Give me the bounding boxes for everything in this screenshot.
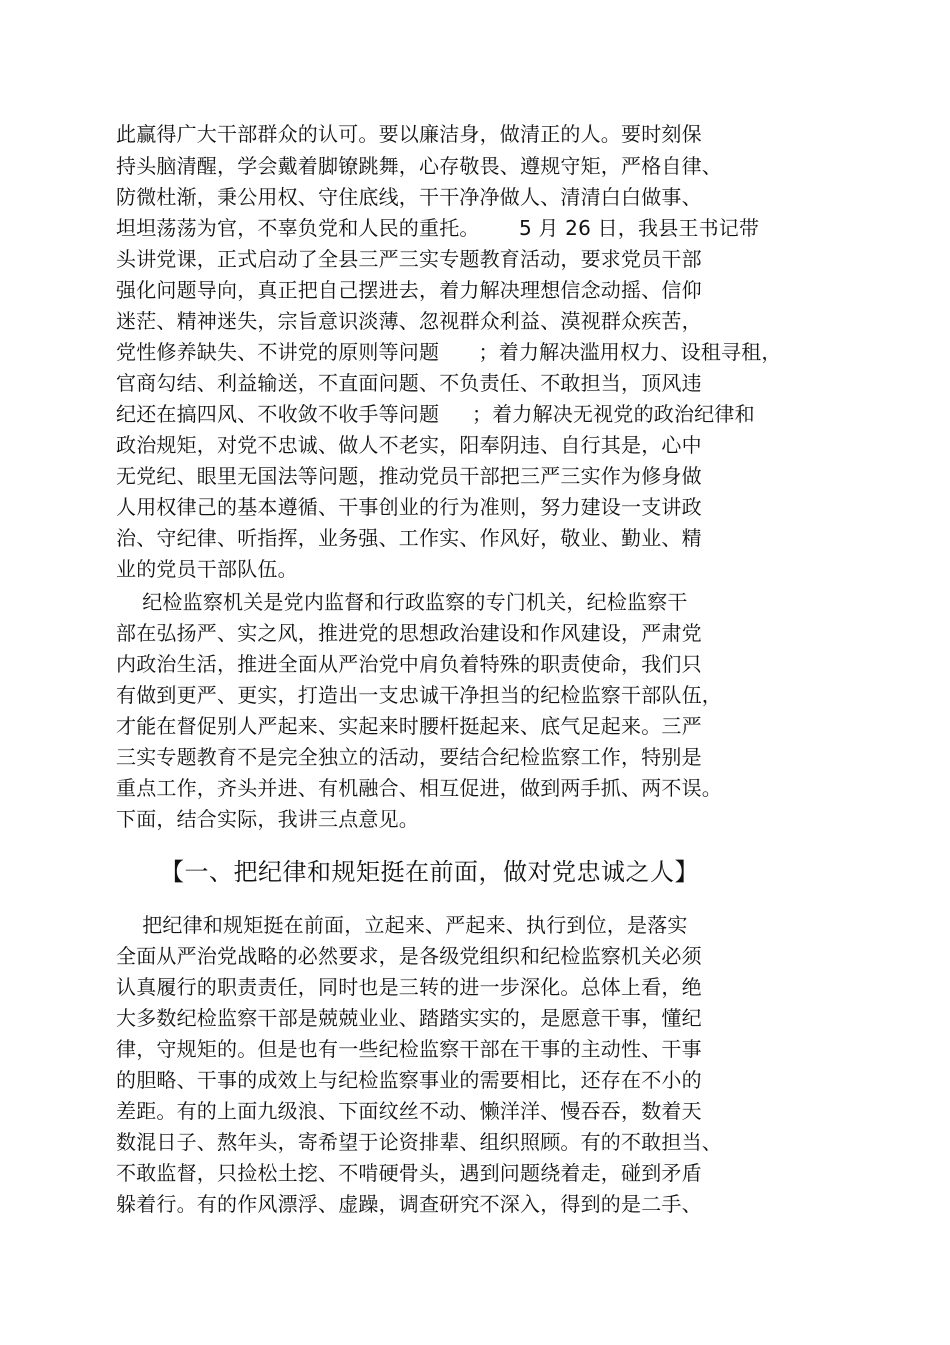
- text-line: 无党纪、眼里无国法等问题，推动党员干部把三严三实作为修身做: [116, 464, 702, 488]
- text-line: 部在弘扬严、实之风，推进党的思想政治建设和作风建设，严肃党: [116, 621, 702, 645]
- text-line: 业的党员干部队伍。: [116, 557, 298, 581]
- text-line: 治、守纪律、听指挥，业务强、工作实、作风好，敬业、勤业、精: [116, 526, 702, 550]
- text-line: 头讲党课，正式启动了全县三严三实专题教育活动，要求党员干部: [116, 247, 702, 271]
- text-line: 重点工作，齐头并进、有机融合、相互促进，做到两手抓、两不误。: [116, 776, 722, 800]
- text-line: 迷茫、精神迷失，宗旨意识淡薄、忽视群众利益、漠视群众疾苦，: [116, 309, 702, 333]
- text-line: 把纪律和规矩挺在前面，立起来、严起来、执行到位，是落实: [116, 913, 688, 937]
- section-heading: 【一、把纪律和规矩挺在前面，做对党忠诚之人】: [160, 858, 699, 886]
- text-line: 此赢得广大干部群众的认可。要以廉洁身，做清正的人。要时刻保: [116, 122, 702, 146]
- text-line: 大多数纪检监察干部是兢兢业业、踏踏实实的，是愿意干事，懂纪: [116, 1006, 702, 1030]
- text-line: 官商勾结、利益输送，不直面问题、不负责任、不敢担当，顶风违: [116, 371, 702, 395]
- text-line: 政治规矩，对党不忠诚、做人不老实，阳奉阴违、自行其是，心中: [116, 433, 702, 457]
- text-line: 的胆略、干事的成效上与纪检监察事业的需要相比，还存在不小的: [116, 1068, 702, 1092]
- text-line: 党性修养缺失、不讲党的原则等问题 ；着力解决滥用权力、设租寻租，: [116, 340, 782, 364]
- text-line: 差距。有的上面九级浪、下面纹丝不动、懒洋洋、慢吞吞，数着天: [116, 1099, 702, 1123]
- text-line: 下面，结合实际，我讲三点意见。: [116, 807, 419, 831]
- text-line: 持头脑清醒，学会戴着脚镣跳舞，心存敬畏、遵规守矩，严格自律、: [116, 154, 722, 178]
- text-line: 坦坦荡荡为官，不辜负党和人民的重托。 5 月 26 日，我县王书记带: [116, 216, 760, 240]
- text-line: 人用权律己的基本遵循、干事创业的行为准则，努力建设一支讲政: [116, 495, 702, 519]
- text-line: 才能在督促别人严起来、实起来时腰杆挺起来、底气足起来。三严: [116, 714, 702, 738]
- text-line: 认真履行的职责责任，同时也是三转的进一步深化。总体上看，绝: [116, 975, 702, 999]
- text-line: 躲着行。有的作风漂浮、虚躁，调查研究不深入，得到的是二手、: [116, 1192, 702, 1216]
- text-line: 内政治生活，推进全面从严治党中肩负着特殊的职责使命，我们只: [116, 652, 702, 676]
- text-line: 纪检监察机关是党内监督和行政监察的专门机关，纪检监察干: [116, 590, 688, 614]
- text-line: 防微杜渐，秉公用权、守住底线，干干净净做人、清清白白做事、: [116, 185, 702, 209]
- text-line: 三实专题教育不是完全独立的活动，要结合纪检监察工作，特别是: [116, 745, 702, 769]
- text-line: 强化问题导向，真正把自己摆进去，着力解决理想信念动摇、信仰: [116, 278, 702, 302]
- text-line: 纪还在搞四风、不收敛不收手等问题 ；着力解决无视党的政治纪律和: [116, 402, 755, 426]
- text-line: 全面从严治党战略的必然要求，是各级党组织和纪检监察机关必须: [116, 944, 702, 968]
- text-line: 不敢监督，只捡松土挖、不啃硬骨头，遇到问题绕着走，碰到矛盾: [116, 1161, 702, 1185]
- text-line: 数混日子、熬年头，寄希望于论资排辈、组织照顾。有的不敢担当、: [116, 1130, 722, 1154]
- text-line: 律，守规矩的。但是也有一些纪检监察干部在干事的主动性、干事: [116, 1037, 702, 1061]
- text-line: 有做到更严、更实，打造出一支忠诚干净担当的纪检监察干部队伍，: [116, 683, 722, 707]
